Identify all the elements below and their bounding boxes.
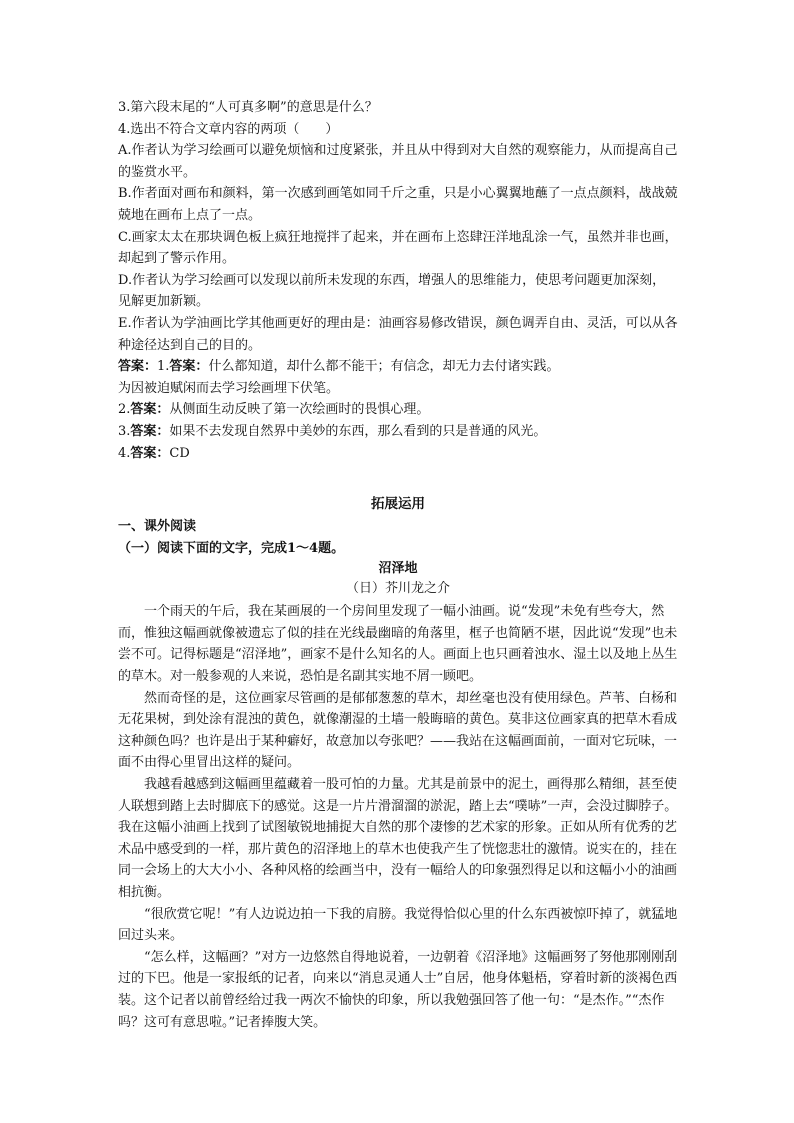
- option-a: A.作者认为学习绘画可以避免烦恼和过度紧张，并且从中得到对大自然的观察能力，从而提高自己的鉴赏水平。: [118, 143, 678, 180]
- answer-4: [118, 443, 678, 465]
- section-heading-1: 一、课外阅读: [118, 519, 197, 535]
- answer-2: [118, 399, 678, 421]
- answer-text: CD: [169, 445, 190, 461]
- spacer: [118, 464, 678, 484]
- option-c: C.画家太太在那块调色板上疯狂地搅拌了起来，并在画布上恣肆汪洋地乱涂一气，虽然并非也画，却起到了警示作用。: [118, 229, 678, 267]
- answer-number: 4.: [118, 445, 131, 461]
- answer-number: 1.: [157, 359, 170, 375]
- section-heading-2: （一）阅读下面的文字，完成1～4题。: [118, 540, 345, 556]
- story-title: 沼泽地: [378, 561, 418, 577]
- section-title: 拓展运用: [371, 496, 425, 513]
- answer-label: 答案：: [130, 402, 170, 418]
- story-paragraph: “很欣赏它呢！”有人边说边拍一下我的肩膀。我觉得恰似心里的什么东西被惊吓掉了，就猛地回过头来。: [118, 906, 678, 944]
- answer-text: 从侧面生动反映了第一次绘画时的畏惧心理。: [169, 402, 430, 418]
- story-paragraph: “怎么样，这幅画？”对方一边悠然自得地说着，一边朝着《沼泽地》这幅画努了努他那刚刚刮过的下巴。他是一家报纸的记者，向来以“消息灵通人士”自居，他身体魁梧，穿着时新的淡褐色西装。这个记者以前曾经给过我一两次不愉快的印象，所以我勉强回答了他一句：“是杰作。”“杰作吗？这可有意思啦。”记者捧腹大笑。: [118, 949, 678, 1030]
- story-paragraph: 我越看越感到这幅画里蕴藏着一股可怕的力量。尤其是前景中的泥土，画得那么精细，甚至使人联想到踏上去时脚底下的感觉。这是一片片滑溜溜的淤泥，踏上去“噗哧”一声，会没过脚脖子。我在这幅小油画上找到了试图敏锐地捕捉大自然的那个凄惨的艺术家的形象。正如从所有优秀的艺术品中感受到的一样，那片黄色的沼泽地上的草木也使我产生了恍惚悲壮的激情。说实在的，挂在同一会场上的大大小小、各种风格的绘画当中，没有一幅给人的印象强烈得足以和这幅小小的油画相抗衡。: [118, 777, 678, 900]
- answer-number: 2.: [118, 402, 131, 418]
- story-paragraph: 然而奇怪的是，这位画家尽管画的是郁郁葱葱的草木，却丝毫也没有使用绿色。芦苇、白杨和无花果树，到处涂有混浊的黄色，就像潮湿的土墙一般晦暗的黄色。莫非这位画家真的把草木看成这种颜色吗？也许是出于某种癖好，故意加以夸张吧？——我站在这幅画面前，一面对它玩味，一面不由得心里冒出这样的疑问。: [118, 690, 678, 771]
- answer-text: 如果不去发现自然界中美妙的东西，那么看到的只是普通的风光。: [169, 423, 547, 439]
- story-paragraph: 一个雨天的午后，我在某画展的一个房间里发现了一幅小油画。说“发现”未免有些夸大，然而，惟独这幅画就像被遗忘了似的挂在光线最幽暗的角落里，框子也简陋不堪，因此说“发现”也未尝不可。记得标题是“沼泽地”，画家不是什么知名的人。画面上也只画着浊水、湿土以及地上丛生的草木。对一般参观的人来说，恐怕是名副其实地不屑一顾吧。: [118, 604, 678, 685]
- answer-label: 答案：: [130, 445, 170, 461]
- answer-label: 答案：: [130, 423, 170, 439]
- answer-label: 答案：: [169, 359, 209, 375]
- option-d: D.作者认为学习绘画可以发现以前所未发现的东西，增强人的思维能力，使思考问题更加深刻，见解更加新颖。: [118, 272, 666, 310]
- answer-number: 3.: [118, 423, 131, 439]
- answer-text: 什么都知道，却什么都不能干；有信念，却无力去付诸实践。: [208, 359, 560, 375]
- question-3: 3.第六段末尾的“人可真多啊”的意思是什么？: [118, 100, 378, 115]
- question-4: 4.选出不符合文章内容的两项（ ）: [118, 121, 339, 137]
- answer-1: [118, 356, 678, 378]
- option-b: B.作者面对画布和颜料，第一次感到画笔如同千斤之重，只是小心翼翼地蘸了一点点颜料，战战兢兢地在画布上点了一点。: [118, 186, 678, 223]
- document-page: [118, 97, 678, 1033]
- story-author: （日）芥川龙之介: [345, 581, 450, 597]
- answer-label: 答案：: [118, 359, 158, 375]
- answer-3: [118, 421, 678, 443]
- option-e: E.作者认为学油画比学其他画更好的理由是：油画容易修改错误，颜色调弄自由、灵活，可以从各种途径达到自己的目的。: [118, 315, 678, 353]
- answer-1-continued: 为因被迫赋闲而去学习绘画埋下伏笔。: [118, 380, 340, 396]
